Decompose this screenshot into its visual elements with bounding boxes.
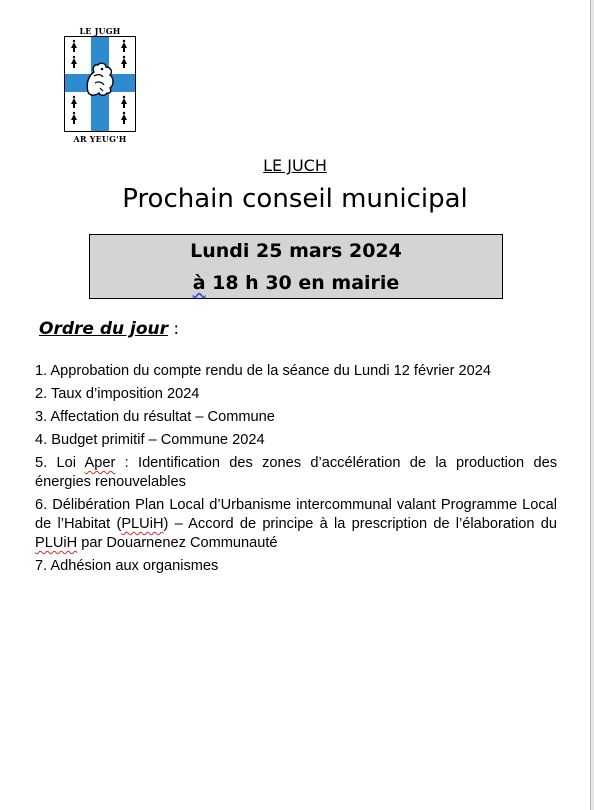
agenda-item-6 xyxy=(35,496,557,553)
town-logo xyxy=(62,24,138,146)
page-edge xyxy=(590,0,594,810)
agenda-item-3: 3. Affectation du résultat – Commune xyxy=(35,409,275,425)
agenda-item-6-b: PLUiH xyxy=(121,516,164,532)
agenda-item-6-d: PLUiH xyxy=(35,535,78,551)
logo-top-text: LE JUGH xyxy=(79,26,121,36)
agenda-list xyxy=(35,362,557,580)
meeting-time-prefix: à xyxy=(192,272,206,294)
agenda-item-1: 1. Approbation du compte rendu de la séance du Lundi 12 février 2024 xyxy=(35,363,491,379)
agenda-item-2: 2. Taux d’imposition 2024 xyxy=(35,386,200,402)
agenda-item-5-a: 5. Loi xyxy=(35,455,85,471)
agenda-heading-suffix: : xyxy=(168,319,180,339)
meeting-date: Lundi 25 mars 2024 xyxy=(190,240,402,262)
agenda-item-6-c: ) – Accord de principe à la prescription de l’élaboration du xyxy=(163,516,557,532)
agenda-item-7: 7. Adhésion aux organismes xyxy=(35,558,219,574)
agenda-item-5 xyxy=(35,454,557,492)
page-title: Prochain conseil municipal xyxy=(122,184,468,214)
agenda-item-6-a: 6. Délibération Plan Local d’Urbanisme intercommunal valant Programme Local de l’Habitat ( xyxy=(35,497,557,532)
meeting-time xyxy=(90,272,502,294)
agenda-item-5-b: Aper xyxy=(84,455,116,471)
meeting-time-rest: 18 h 30 en mairie xyxy=(205,272,400,294)
agenda-item-4: 4. Budget primitif – Commune 2024 xyxy=(35,432,265,448)
agenda-heading xyxy=(39,319,179,339)
logo-bottom-text: AR YEUG'H xyxy=(73,134,127,144)
agenda-heading-text: Ordre du jour xyxy=(39,319,169,339)
agenda-item-5-c: : Identification des zones d’accélération de la production des énergies renouvelables xyxy=(35,455,557,490)
coat-of-arms-icon xyxy=(64,36,136,132)
agenda-item-6-e: par Douarnenez Communauté xyxy=(77,535,278,551)
meeting-date-box xyxy=(89,234,503,299)
town-name: LE JUCH xyxy=(263,156,327,175)
